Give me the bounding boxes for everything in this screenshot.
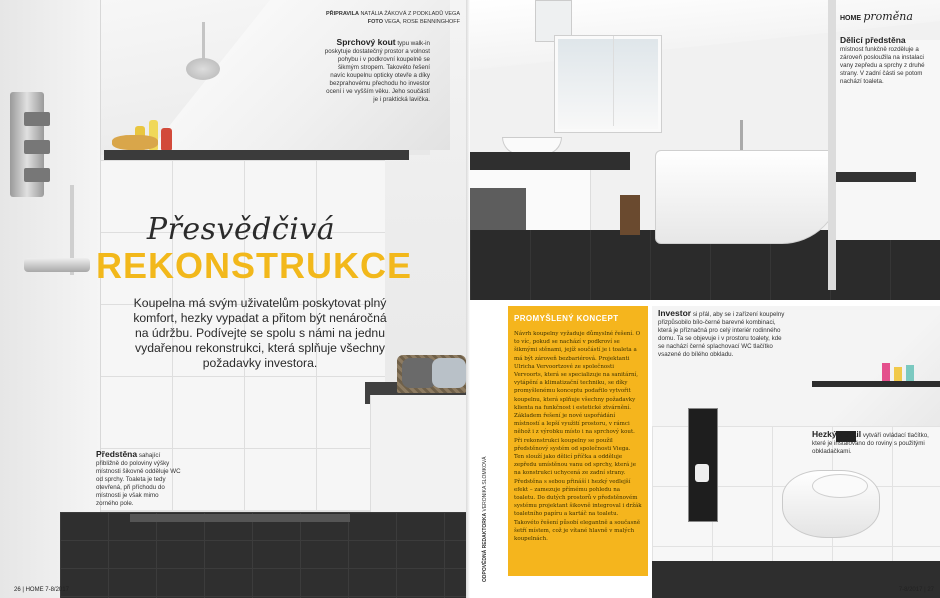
toilet-paper-roll: [695, 464, 709, 482]
footer-right: 7-8/2017 | 27: [898, 587, 934, 593]
caption-partition-heading: Předstěna: [96, 449, 138, 459]
caption-detail: [812, 430, 932, 456]
caption-detail-text: vytváří ovládací tlačítko, které je instalováno do roviny s použitými obkladačkami.: [812, 432, 929, 455]
towel-dark: [402, 358, 436, 388]
intro-paragraph: Koupelna má svým uživatelům poskytovat plný komfort, hezky vypadat a přitom být nenáročná na údržbu. Podívejte se spolu s námi na jednu vydařenou rekonstrukci, která splňuje všechny požadavky investora.: [133, 296, 387, 370]
toilet-floor: [652, 561, 940, 598]
tiled-floor: [60, 512, 466, 598]
header-section: proměna: [863, 10, 913, 23]
vanity-top: [470, 152, 630, 170]
title-line-1: Přesvědčivá: [146, 212, 336, 247]
article-title: [96, 212, 413, 287]
caption-shower-heading: Sprchový kout: [336, 37, 396, 47]
shower-pipe: [202, 22, 205, 62]
caption-shower-text: typu walk-in poskytuje dostatečný prostor a volnost pohybu i v podkrovní koupelně se šikmým stropem. Takovéto řešení navíc koupelnu opticky otevře a díky bezprahovému přechodu ho investor ocení i ve vyšším věku. Jeho součástí je i praktická lavička.: [324, 40, 430, 103]
photo-label: FOTO: [367, 19, 383, 25]
editor-credit: [482, 432, 488, 582]
editor-label: ODPOVĚDNÁ REDAKTORKA: [482, 512, 488, 582]
mixer-tap: [24, 258, 90, 272]
window: [555, 36, 661, 132]
toilet-shelf: [812, 381, 940, 387]
caption-detail-heading: Hezký detail: [812, 429, 862, 439]
footer-left: 26 | HOME 7-8/2017: [14, 587, 69, 593]
caption-investor-text: si přál, aby se i zařízení koupelny přizpůsobilo bílo-černé barevné kombinaci, která je příznačná pro celý interiér rodinného domu. Ta se objevuje i v prostoru toalety, kde se nachází černé splachovací WC tlačítko vsazené do bílého obkladu.: [658, 311, 785, 358]
header-home: HOME: [840, 15, 861, 22]
concept-title: PROMYŠLENÝ KONCEPT: [514, 314, 619, 323]
title-line-2: REKONSTRUKCE: [96, 245, 413, 286]
shelf-bottles: [878, 361, 918, 381]
partition-edge: [828, 0, 836, 290]
rain-shower-head: [186, 58, 220, 80]
concept-text: Návrh koupelny vyžaduje důmyslné řešení. O to víc, pokud se nachází v podkroví se šikmými stěnami, jejíž součástí je i toaleta a má být zároveň bezbariérová. Projektanti Ulricha Vervoortzové ze společnosti Vervoorts, která se specializuje na sanitární, vytápění a klimatizační techniku, se díky promyšlenému konceptu podařilo vytvořit koupelnu, která splňuje všechny požadavky klienta na funkčnost i estetické ztvárnění. Základem řešení je nové uspořádání místností a lepší využití prostoru, v rámci něhož i z výrobku místo i na sprchový kout. Při rekonstrukci koupelny se použil předstěnový systém od společnosti Viega. Ten slouží jako dělicí příčka a odděluje zepředu umístěnou vanu od sprchy, která je na konstrukci uchycená ze zadní strany. Předstěna s sebou přináší i hezký vedlejší efekt – zamezuje přímému pohledu na toaletu. Do dutých prostorů v předstěnovém systému projektant šikovně integroval i držák toaletního papíru a kartáč na toaletu. Takovéto řešení působí elegantně a současně šetří místem, což je vítané hlavně v malých koupelnách.: [514, 331, 642, 543]
window-divider: [613, 36, 614, 126]
towel-light: [432, 358, 466, 388]
caption-partition-wall: [840, 36, 936, 86]
caption-partition: [96, 450, 182, 508]
credits: [300, 10, 460, 26]
wooden-stool: [620, 195, 640, 235]
toilet-seat: [812, 474, 868, 498]
photo-name: VEGA, ROSE BENNINGHOFF: [384, 19, 460, 25]
prepared-name: NATÁLIA ŽÁKOVÁ Z PODKLADŮ VEGA: [360, 11, 460, 17]
section-header: [840, 10, 913, 23]
floor-drain: [130, 514, 350, 522]
hanging-towel: [470, 188, 526, 234]
caption-delici-text: místnost funkčně rozděluje a zároveň posloužila na instalaci vany zepředu a sprchy z druhé strany. V zadní části se potom nachází toaleta.: [840, 46, 925, 85]
glass-panel: [0, 0, 101, 598]
sponge: [112, 135, 158, 150]
caption-shower: [323, 38, 430, 104]
caption-investor-heading: Investor: [658, 308, 692, 318]
caption-partition-text: sahající přibližně do poloviny výšky místnosti šikovně odděluje WC od sprchy. Toaleta je tedy otevřená, při příchodu do místnosti je však mimo zorného pole.: [96, 452, 181, 507]
partition-shelf: [836, 172, 916, 182]
bathtub: [655, 150, 842, 244]
caption-investor: [658, 309, 788, 359]
caption-delici-heading: Dělicí předstěna: [840, 35, 906, 45]
shower-valve: [10, 92, 44, 197]
prepared-label: PŘIPRAVILA: [326, 11, 359, 17]
editor-name: VERONIKA SLOMKOVÁ: [482, 456, 488, 512]
upper-shelf: [104, 150, 409, 160]
